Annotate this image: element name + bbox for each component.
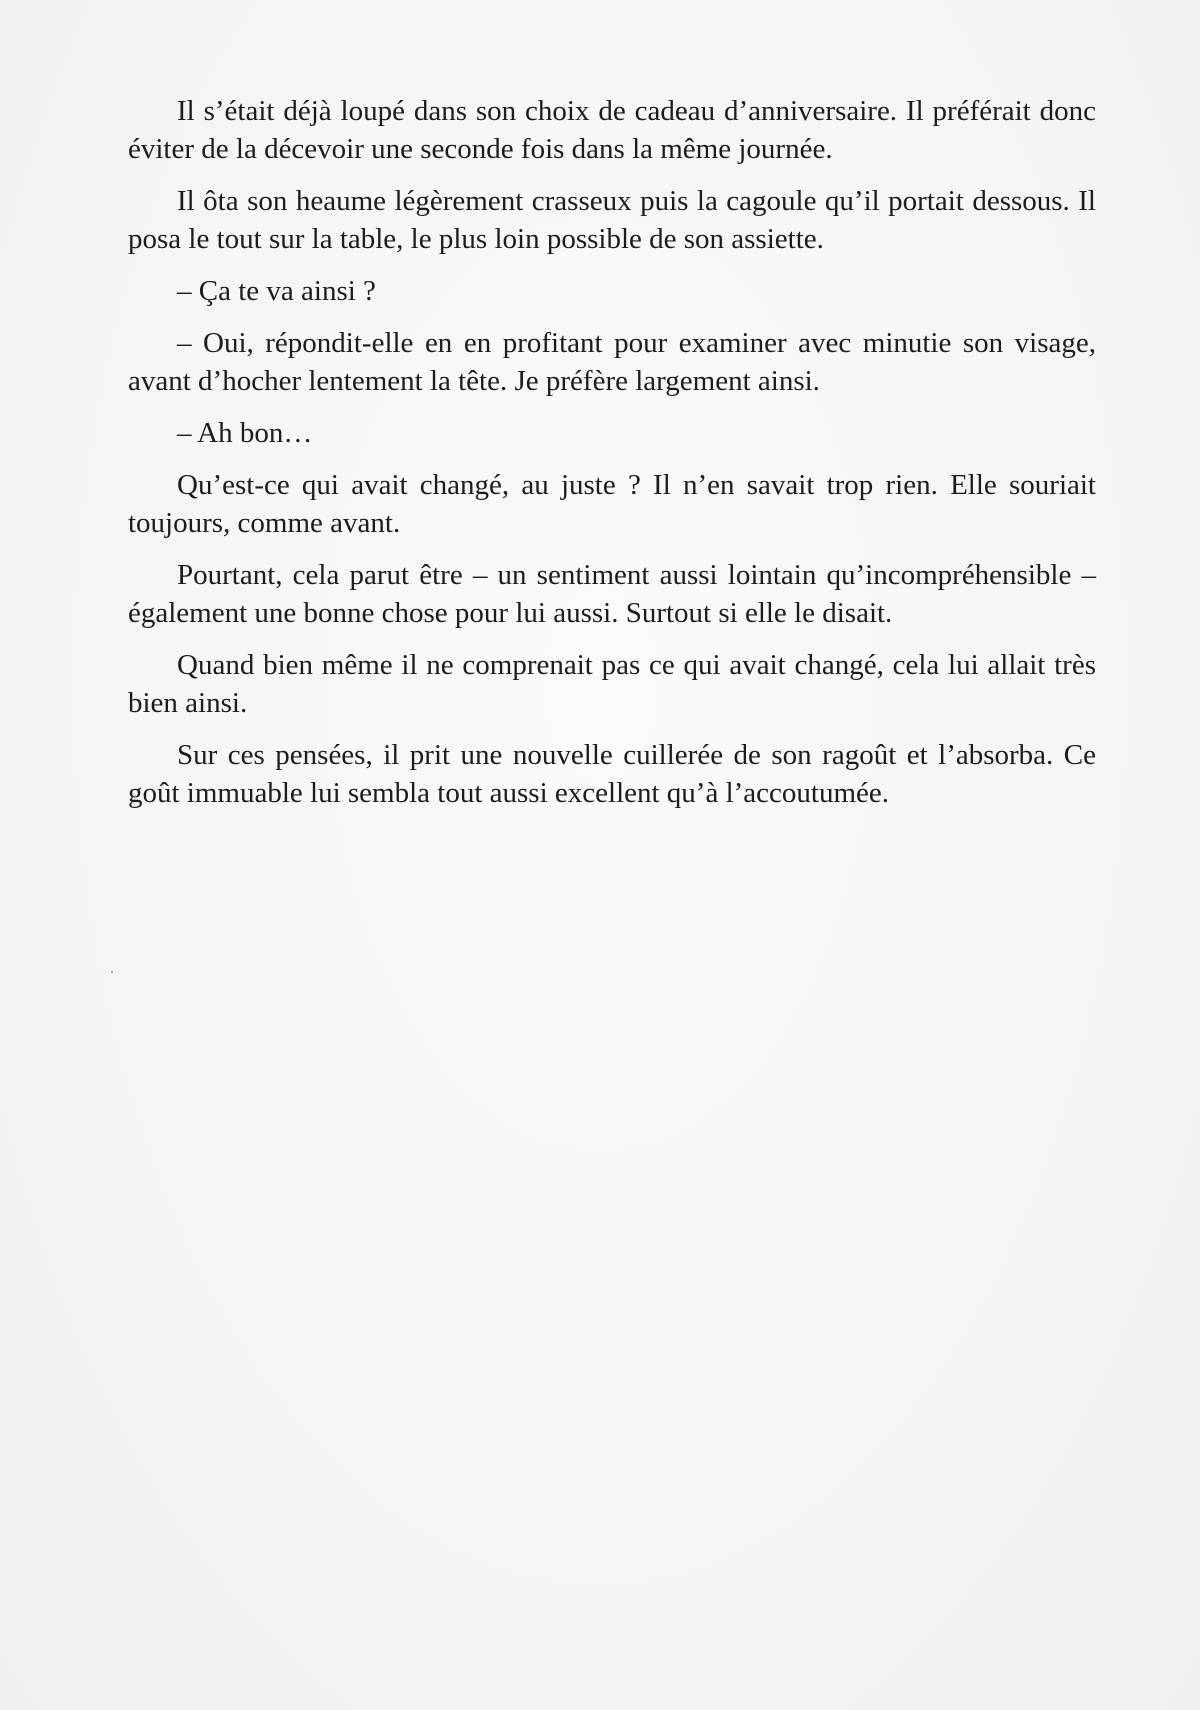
paragraph: Il ôta son heaume légèrement crasseux puis la cagoule qu’il portait dessous. Il posa le tout sur la table, le plus loin possible de son assiette.	[128, 185, 1096, 255]
paragraph: Quand bien même il ne comprenait pas ce qui avait changé, cela lui allait très bien ainsi.	[128, 649, 1096, 719]
paragraph: Pourtant, cela parut être – un sentiment aussi lointain qu’incompréhensible – également une bonne chose pour lui aussi. Surtout si elle le disait.	[128, 559, 1096, 629]
dialogue-line: – Oui, répondit-elle en en profitant pour examiner avec minutie son visage, avant d’hocher lentement la tête. Je préfère largement ainsi.	[128, 327, 1096, 397]
paragraph: Il s’était déjà loupé dans son choix de cadeau d’anniversaire. Il préférait donc éviter de la décevoir une seconde fois dans la même journée.	[128, 95, 1096, 165]
paragraph: Qu’est-ce qui avait changé, au juste ? Il n’en savait trop rien. Elle souriait toujours, comme avant.	[128, 469, 1096, 539]
dialogue-line: – Ah bon…	[177, 417, 313, 449]
paragraph: Sur ces pensées, il prit une nouvelle cuillerée de son ragoût et l’absorba. Ce goût immuable lui sembla tout aussi excellent qu’à l’accoutumée.	[128, 739, 1096, 809]
body-text	[128, 92, 1096, 826]
dialogue-line: – Ça te va ainsi ?	[177, 275, 376, 307]
scan-speck	[111, 971, 113, 973]
